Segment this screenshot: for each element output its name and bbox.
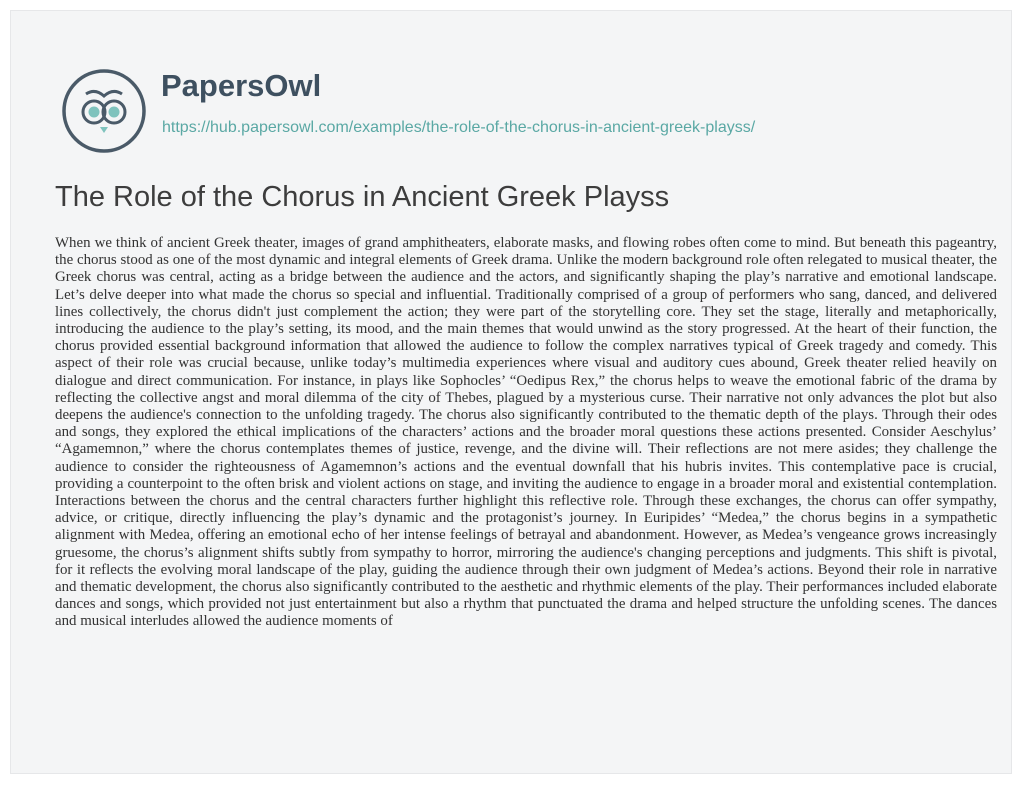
- source-url[interactable]: https://hub.papersowl.com/examples/the-role-of-the-chorus-in-ancient-greek-playss/: [162, 119, 756, 136]
- owl-face-icon: [59, 66, 149, 156]
- brand-name: PapersOwl: [161, 68, 322, 103]
- document-body: When we think of ancient Greek theater, images of grand amphitheaters, elaborate masks, and flowing robes often come to mind. But beneath this pageantry, the chorus stood as one of the most dynamic and integral elements of Greek drama. Unlike the modern background role often relegated to musical theater, the Greek chorus was central, acting as a bridge between the audience and the actors, and significantly shaping the play’s narrative and emotional landscape. Let’s delve deeper into what made the chorus so special and influential. Traditionally comprised of a group of performers who sang, danced, and delivered lines collectively, the chorus didn't just complement the action; they were part of the storytelling core. They set the stage, literally and metaphorically, introducing the audience to the play’s setting, its mood, and the main themes that would unwind as the story progressed. At the heart of their function, the chorus provided essential background information that allowed the audience to follow the complex narratives typical of Greek tragedy and comedy. This aspect of their role was crucial because, unlike today’s multimedia experiences where visual and auditory cues abound, Greek theater relied heavily on dialogue and direct communication. For instance, in plays like Sophocles’ “Oedipus Rex,” the chorus helps to weave the emotional fabric of the drama by reflecting the collective angst and moral dilemma of the city of Thebes, plagued by a mysterious curse. Their narrative not only advances the plot but also deepens the audience's connection to the unfolding tragedy. The chorus also significantly contributed to the thematic depth of the plays. Through their odes and songs, they explored the ethical implications of the characters’ actions and the broader moral questions these actions presented. Consider Aeschylus’ “Agamemnon,” where the chorus contemplates themes of justice, revenge, and the divine will. Their reflections are not mere asides; they challenge the audience to consider the righteousness of Agamemnon’s actions and the eventual downfall that his hubris invites. This contemplative pace is crucial, providing a counterpoint to the often brisk and violent actions on stage, and inviting the audience to engage in a broader moral and existential contemplation. Interactions between the chorus and the central characters further highlight this reflective role. Through these exchanges, the chorus can offer sympathy, advice, or critique, directly influencing the play’s dynamic and the protagonist’s journey. In Euripides’ “Medea,” the chorus begins in a sympathetic alignment with Medea, offering an emotional echo of her intense feelings of betrayal and abandonment. However, as Medea’s vengeance grows increasingly gruesome, the chorus’s alignment shifts subtly from sympathy to horror, mirroring the audience's changing perceptions and judgments. This shift is pivotal, for it reflects the evolving moral landscape of the play, guiding the audience through their own judgment of Medea’s actions. Beyond their role in narrative and thematic development, the chorus also significantly contributed to the aesthetic and rhythmic elements of the play. Their performances included elaborate dances and songs, which provided not just entertainment but also a rhythm that punctuated the drama and helped structure the unfolding scenes. The dances and musical interludes allowed the audience moments of: [55, 235, 997, 630]
- document-title: The Role of the Chorus in Ancient Greek Playss: [55, 181, 670, 213]
- document-frame: [10, 10, 1012, 774]
